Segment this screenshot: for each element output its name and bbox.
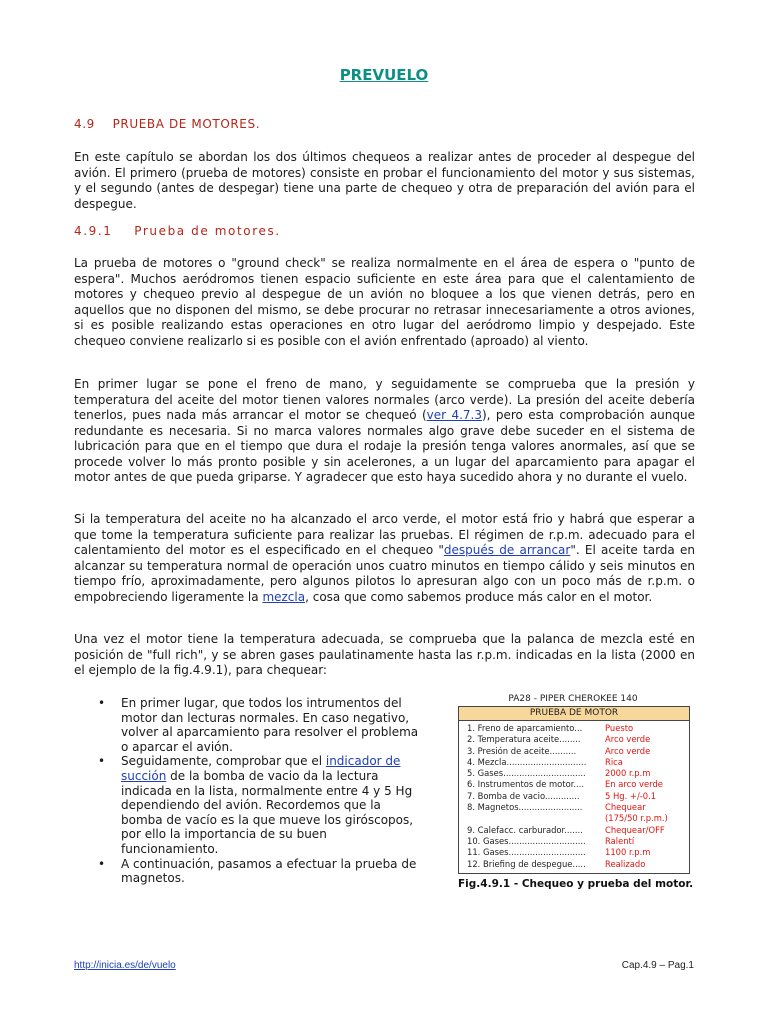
table-rows <box>459 723 689 870</box>
link-mezcla[interactable]: mezcla <box>262 589 306 604</box>
figure-title: PA28 - PIPER CHEROKEE 140 <box>508 694 638 704</box>
paragraph-oil-pressure: En primer lugar se pone el freno de mano, y seguidamente se comprueba que la presión y temperatura del aceite del motor tienen valores normales (arco verde). La presión del aceite debería tenerlos, pues nada más arrancar el motor se chequeó (ver 4.7.3), pero esta comprobación aunque redundante es necesaria. Si no marca valores normales algo grave debe suceder en el sistema de lubricación para que en el tiempo que dura el rodaje la presión tenga valores anormales, así que se procede volver lo más pronto posible y sin acelerones, a un lugar del aparcamiento para apagar el motor antes de que pueda griparse. Y agradecer que esto haya sucedido ahora y no durante el vuelo. <box>74 377 695 484</box>
subsection-number: 4.9.1 <box>74 224 113 238</box>
link-indicador-de-succion[interactable]: indicador de succión <box>121 754 401 783</box>
paragraph-ground-check: La prueba de motores o "ground check" se realiza normalmente en el área de espera o "punto de espera". Muchos aeródromos tienen espacio suficiente en este área para que el calentamiento de motores y chequeo previo al despegue de un avión no bloquee a los que vienen detrás, pero en aquellos que no disponen del mismo, se debe procurar no retrasar innecesariamente a otros aviones, si es posible realizando estas operaciones en otro lugar del aeródromo limpio y despejado. Este chequeo conviene realizarlo si es posible con el avión enfrentado (aproado) al viento. <box>74 256 695 348</box>
intro-paragraph: En este capítulo se abordan los dos últimos chequeos a realizar antes de proceder al despegue del avión. El primero (prueba de motores) consiste en probar el funcionamiento del motor y sus sistemas, y el segundo (antes de despegar) tiene una parte de chequeo y otra de preparación del avión para el despegue. <box>74 150 695 211</box>
section-number: 4.9 <box>74 117 95 131</box>
table-row: (175/50 r.p.m.) <box>605 813 668 824</box>
link-ver-4-7-3[interactable]: ver 4.7.3 <box>426 408 482 422</box>
subsection-title: Prueba de motores. <box>134 224 281 238</box>
table-row: 1. Freno de aparcamiento... Puesto <box>467 723 634 733</box>
paragraph-rpm-check: Una vez el motor tiene la temperatura adecuada, se comprueba que la palanca de mezcla esté en posición de "full rich", y se abren gases paulatinamente hasta las r.p.m. indicadas en la lista (2000 en el ejemplo de la fig.4.9.1), para chequear: <box>74 632 695 677</box>
table-header: PRUEBA DE MOTOR <box>459 707 689 721</box>
bullet-icon: • <box>98 754 106 769</box>
table-row: 6. Instrumentos de motor.... En arco verde <box>467 779 663 790</box>
link-despues-de-arrancar[interactable]: después de arrancar <box>443 543 571 557</box>
page-title: PREVUELO <box>339 66 429 84</box>
paragraph-oil-temperature: Si la temperatura del aceite no ha alcanzado el arco verde, el motor está frio y habrá que esperar a que tome la temperatura suficiente para realizar las pruebas. El régimen de r.p.m. adecuado para el calentamiento del motor es el especificado en el chequeo "después de arrancar". El aceite tarda en alcanzar su temperatura normal de operación unos cuatro minutos en tiempo cálido y seis minutos en tiempo frío, aproximadamente, pero algunos pilotos lo apresuran algo con un poco más de r.p.m. o empobreciendo ligeramente la mezcla, cosa que como sabemos produce más calor en el motor. <box>74 512 695 604</box>
list-item: • Seguidamente, comprobar que el indicador de succión de la bomba de vacio da la lectura indicada en la lista, normalmente entre 4 y 5 Hg dependiendo del avión. Recordemos que la bomba de vacío es la que mueve los giróscopos, por ello la importancia de su buen funcionamiento. <box>98 754 414 856</box>
table-row: 11. Gases............................. 1100 r.p.m <box>467 847 651 858</box>
list-item: • A continuación, pasamos a efectuar la prueba de magnetos. <box>98 856 417 886</box>
table-row: 9. Calefacc. carburador....... Chequear/OFF <box>467 824 665 835</box>
bullet-icon: • <box>98 856 106 871</box>
subsection-heading <box>74 224 281 238</box>
table-row: 5. Gases............................... 2000 r.p.m <box>467 768 651 779</box>
table-row: 2. Temperatura aceite........ Arco verde <box>467 734 651 745</box>
table-row: 8. Magnetos........................ Chequear <box>467 802 646 813</box>
footer-url-link[interactable]: http://inicia.es/de/vuelo <box>74 960 176 971</box>
figure-caption: Fig.4.9.1 - Chequeo y prueba del motor. <box>458 878 694 890</box>
list-item: • En primer lugar, que todos los intrumentos del motor dan lecturas normales. En caso negativo, volver al aparcamiento para resolver el problema o aparcar el avión. <box>98 696 419 754</box>
table-row: 10. Gases............................. Ralentí <box>467 835 635 846</box>
bullet-icon: • <box>98 696 106 710</box>
table-row: 12. Briefing de despegue..... Realizado <box>467 858 646 869</box>
table-row: 7. Bomba de vacio............. 5 Hg. +/-0.1 <box>467 790 657 801</box>
engine-check-table <box>458 706 690 874</box>
section-heading <box>74 117 260 131</box>
table-row: 4. Mezcla.............................. Rica <box>467 756 623 767</box>
check-list <box>96 696 426 886</box>
table-row: 3. Presión de aceite.......... Arco verde <box>467 745 651 756</box>
page-number: Cap.4.9 – Pag.1 <box>621 960 694 971</box>
section-title: PRUEBA DE MOTORES. <box>112 117 261 131</box>
